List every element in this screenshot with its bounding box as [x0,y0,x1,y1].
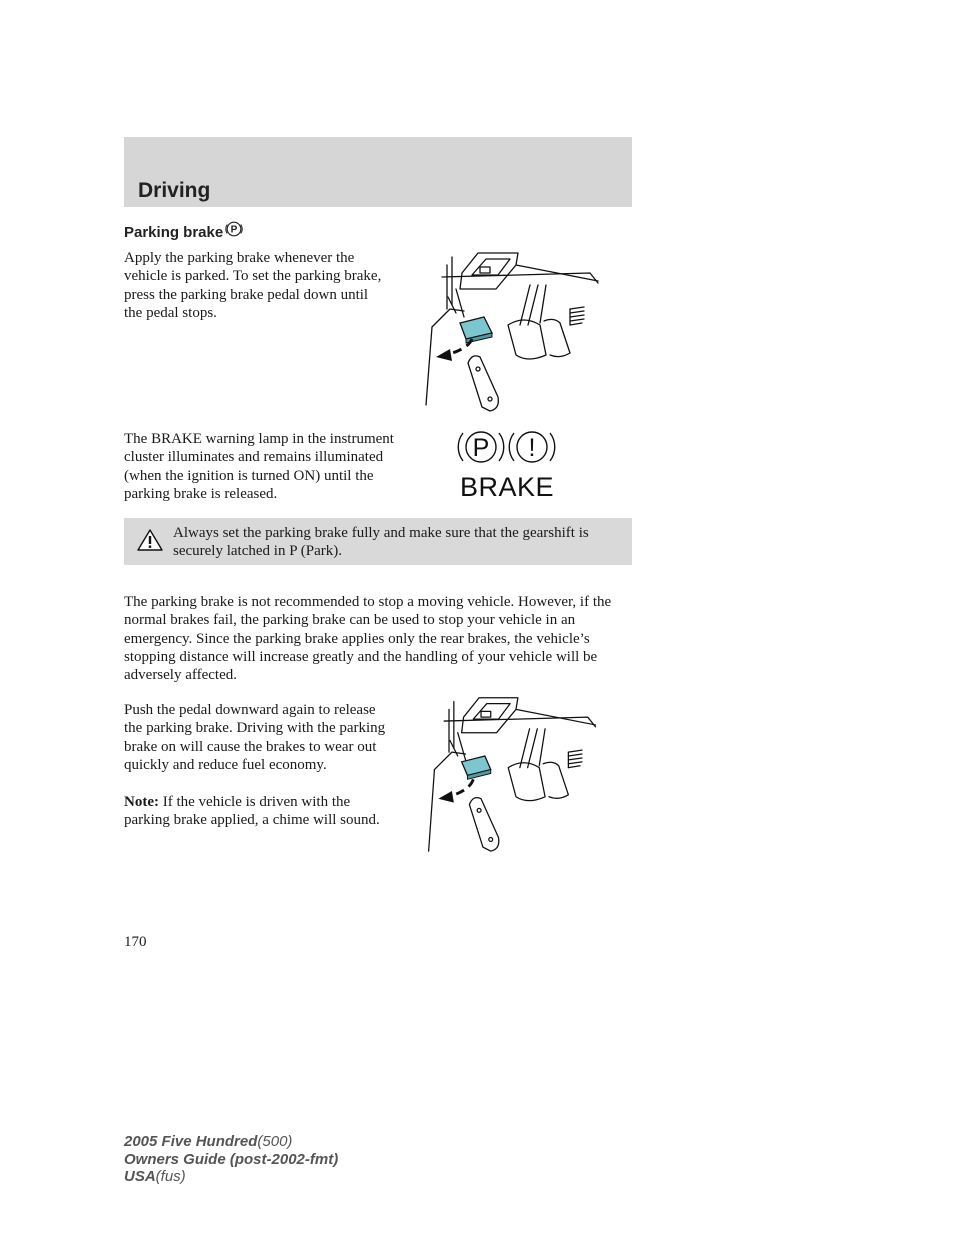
caution-box [124,518,632,565]
footer-market: USA [124,1168,156,1185]
lamp-paragraph: The BRAKE warning lamp in the instrument cluster illuminates and remains illuminated (when the ignition is turned ON) until the parking brake is released. [124,431,394,502]
footer-model-code: (500) [257,1133,293,1150]
lamp-p-symbol: P [472,434,490,462]
apply-paragraph: Apply the parking brake whenever the vehicle is parked. To set the parking brake, press the parking brake pedal down until the pedal stops. [124,250,382,321]
warning-triangle-icon [137,528,163,552]
section-heading [124,224,243,241]
document-footer [124,1133,338,1186]
chapter-title: Driving [138,179,211,202]
caution-text: Always set the parking brake fully and make sure that the gearshift is securely latched in P (Park). [173,525,589,560]
note-text: If the vehicle is driven with the parking brake applied, a chime will sound. [124,794,380,829]
footer-market-code: (fus) [155,1168,186,1185]
lamp-brake-label: BRAKE [459,472,555,502]
chapter-header-band [124,137,632,207]
release-paragraph: Push the pedal downward again to release the parking brake. Driving with the parking brake on will cause the brakes to wear out quickly and reduce fuel economy. [124,702,386,773]
svg-text:P: P [230,224,238,236]
parking-brake-pedal-illustration [420,245,610,415]
note-label: Note: [124,794,159,810]
footer-line-1 [124,1133,338,1151]
section-heading-text: Parking brake [124,224,224,241]
lamp-exclaim-symbol: ! [528,434,536,462]
note-paragraph [124,793,384,830]
footer-line-2 [124,1151,338,1169]
footer-line-3 [124,1168,338,1186]
page-number: 170 [124,934,147,950]
parking-p-icon [225,220,243,238]
footer-guide: Owners Guide (post-2002-fmt) [124,1150,339,1168]
footer-model: 2005 Five Hundred [124,1133,258,1150]
parking-brake-release-illustration [420,690,610,855]
brake-warning-lamp-symbol [452,424,562,502]
not-recommended-paragraph: The parking brake is not recommended to stop a moving vehicle. However, if the normal brakes fail, the parking brake can be used to stop your vehicle in an emergency. Since the parking brake applies only the rear brakes, the vehicle’s stopping distance will increase greatly and the handling of your vehicle will be adversely affected. [124,594,612,684]
